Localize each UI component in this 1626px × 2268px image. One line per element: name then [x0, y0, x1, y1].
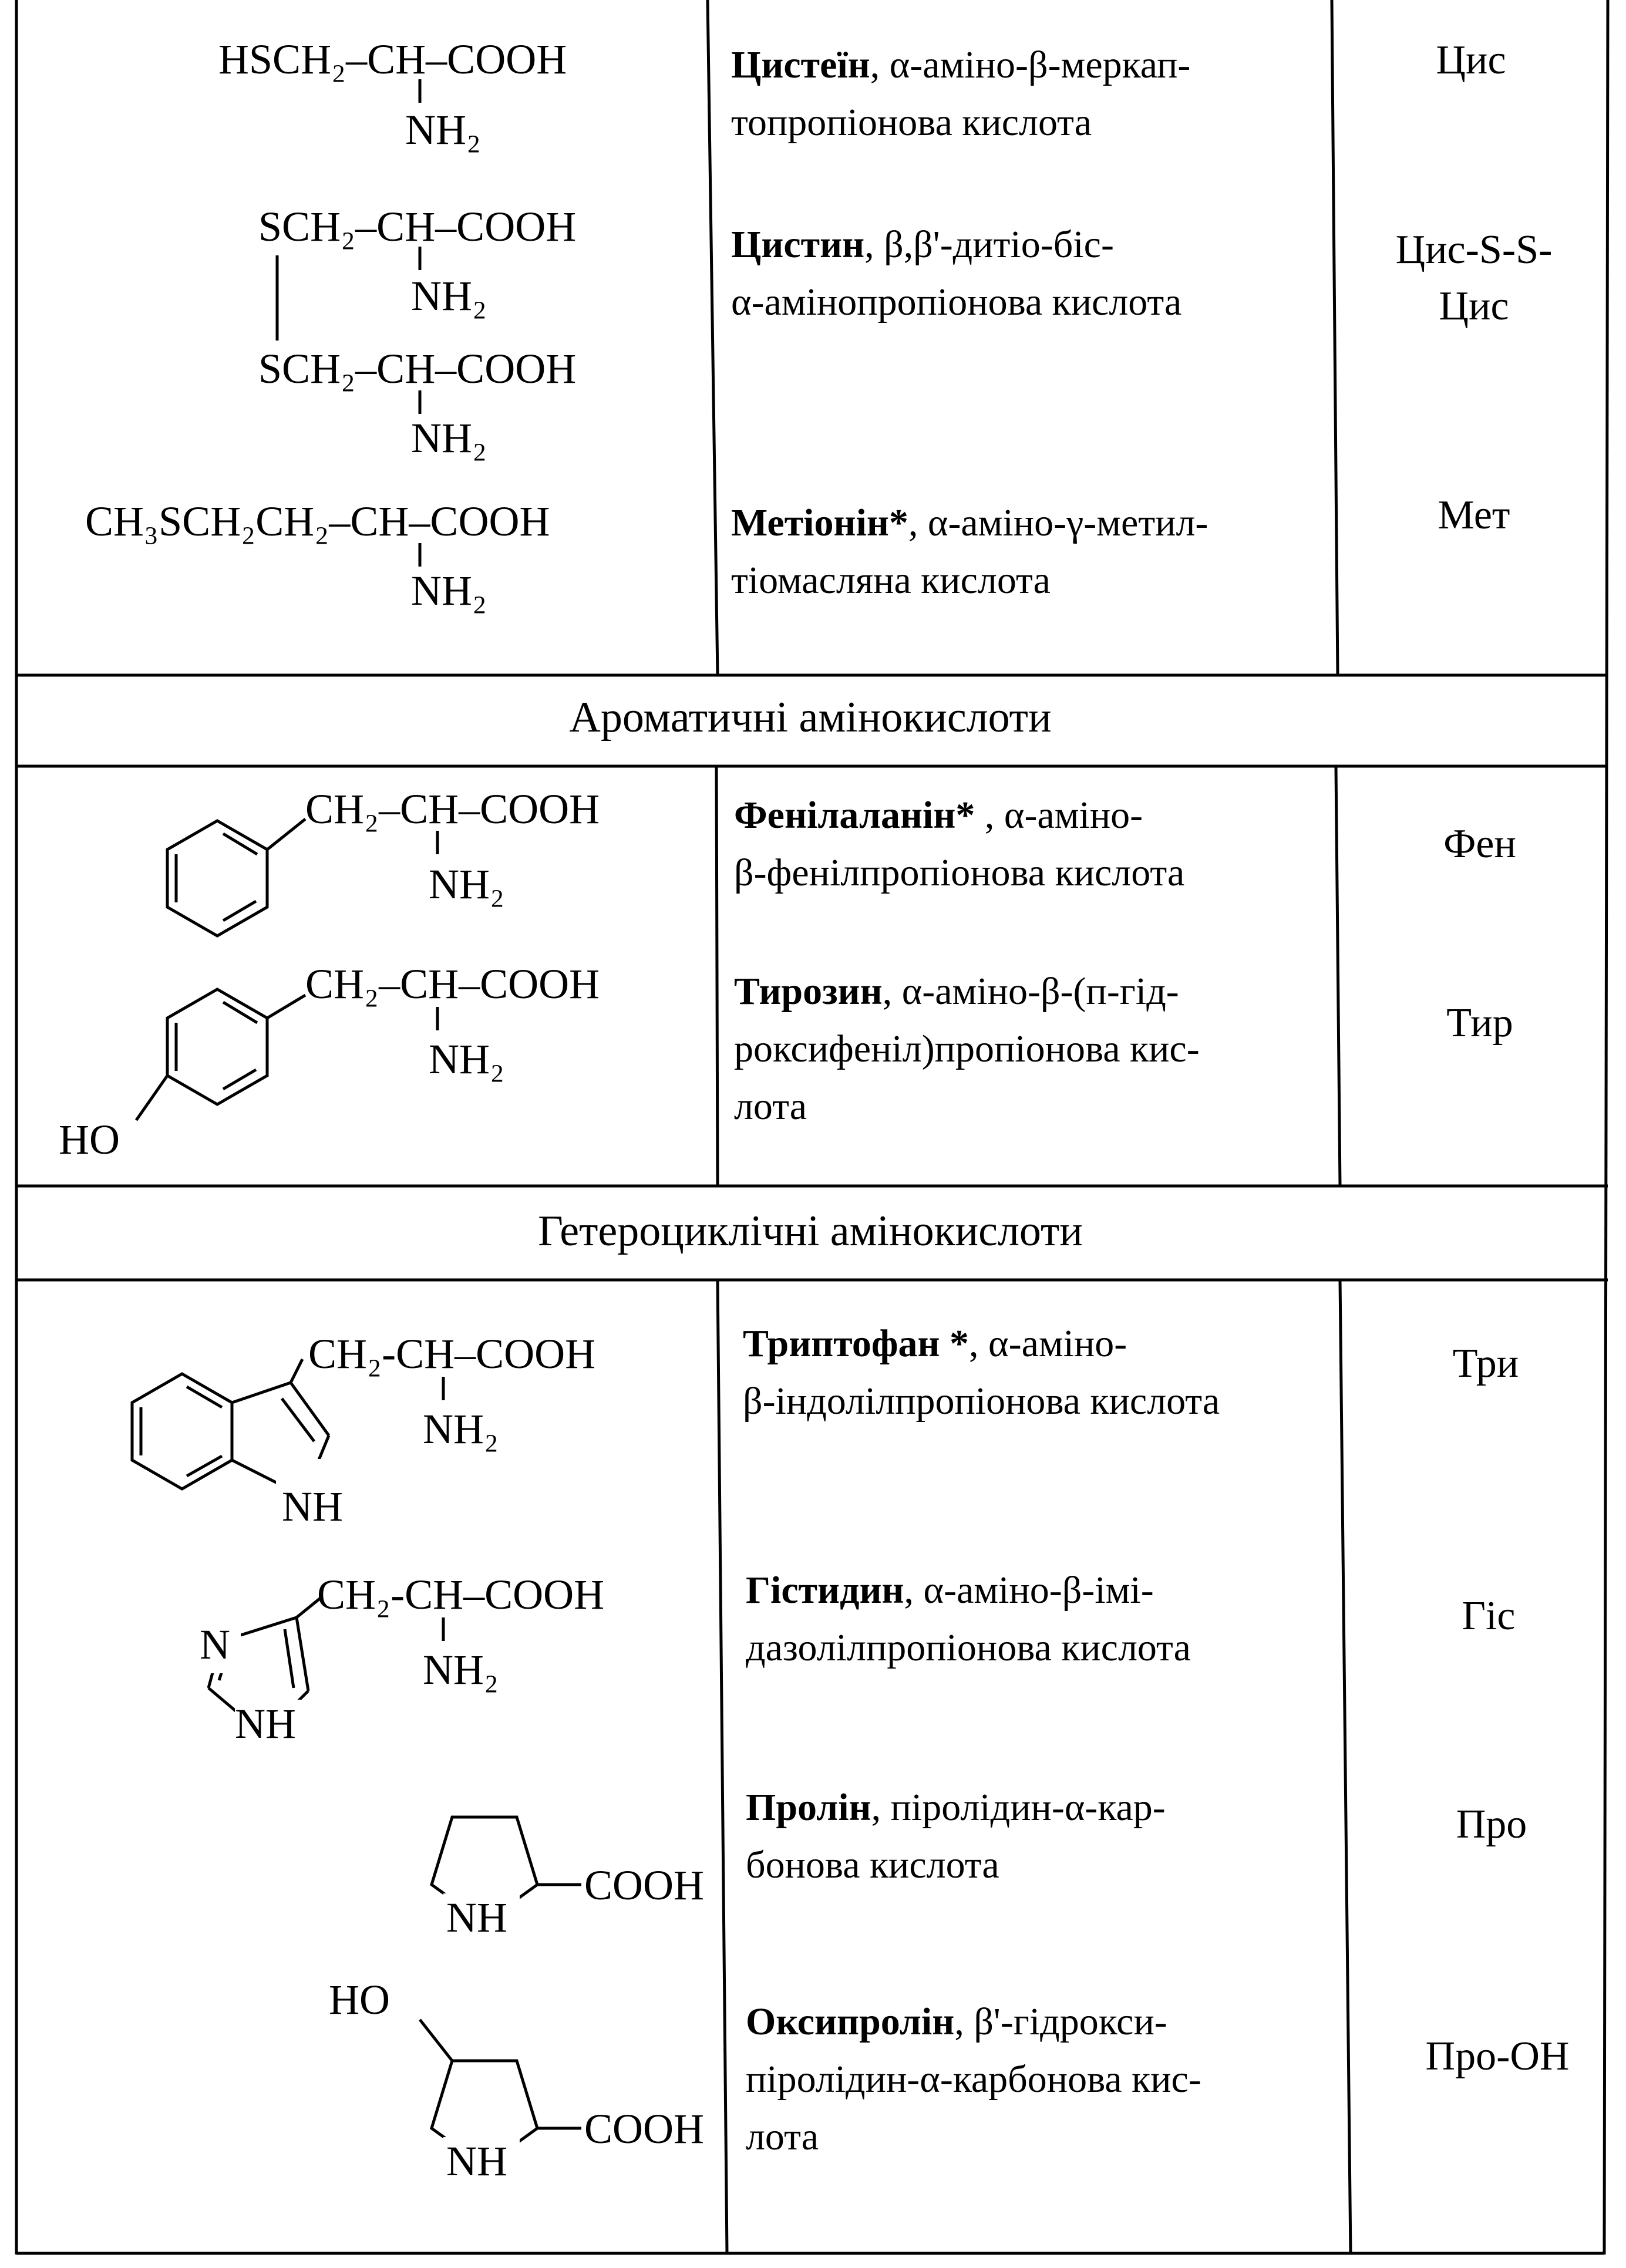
- histidine-formula-nh2: NH₂: [423, 1646, 499, 1693]
- description-histidine: Гістидин, α-аміно-β-імі- дазолілпропіонова кислота: [746, 1569, 1191, 1669]
- section-title-heterocyclic: Гетероциклічні амінокислоти: [538, 1207, 1083, 1255]
- proline-ring-nh: NH: [446, 1894, 507, 1941]
- description-tyrosine: Тирозин, α-аміно-β-(п-гід- роксифеніл)пропіонова кис- лота: [734, 970, 1200, 1128]
- methionine-formula-main: CH₃SCH₂CH₂–CH–COOH: [85, 498, 550, 545]
- histidine-formula-main: CH₂-CH–COOH: [317, 1571, 605, 1618]
- amino-acid-name: Пролін: [746, 1786, 871, 1829]
- amino-acid-name: Гістидин: [746, 1569, 904, 1612]
- proline-formula-cooh: COOH: [584, 1862, 705, 1909]
- oxyproline-formula-ho: HO: [329, 1976, 390, 2023]
- description-proline: Пролін, піролідин-α-кар- бонова кислота: [746, 1786, 1166, 1886]
- description-tryptophan: Триптофан *, α-аміно- β-індолілпропіонова кислота: [743, 1322, 1220, 1423]
- description-cysteine: Цистеїн, α-аміно-β-меркап- топропіонова кислота: [731, 43, 1191, 144]
- description-phenylalanine: Фенілаланін* , α-аміно- β-фенілпропіонова кислота: [734, 794, 1185, 894]
- amino-acid-name: Фенілаланін*: [734, 794, 975, 837]
- abbreviation-proline: Про: [1456, 1802, 1527, 1847]
- description-cystine: Цистин, β,β'-дитіо-біс- α-амінопропіонова кислота: [731, 223, 1182, 323]
- cystine-formula-nh2-bottom: NH₂: [411, 414, 487, 461]
- cysteine-formula-nh2: NH₂: [405, 106, 482, 153]
- cystine-formula-top: SCH₂–CH–COOH: [258, 203, 577, 250]
- abbreviation-methionine: Мет: [1438, 493, 1510, 538]
- abbreviation-histidine: Гіс: [1462, 1593, 1516, 1639]
- tryptophan-formula-main: CH₂-CH–COOH: [308, 1330, 596, 1377]
- amino-acid-name: Тирозин: [734, 970, 883, 1013]
- abbreviation-tryptophan: Три: [1452, 1341, 1519, 1386]
- amino-acid-name: Цистеїн: [731, 43, 870, 86]
- methionine-formula-nh2: NH₂: [411, 567, 487, 614]
- abbreviation-cysteine: Цис: [1436, 38, 1506, 83]
- abbreviation-tyrosine: Тир: [1446, 1000, 1513, 1046]
- histidine-ring-n: N: [200, 1621, 230, 1668]
- tyrosine-formula-ho: HO: [59, 1116, 120, 1163]
- phenylalanine-formula-main: CH₂–CH–COOH: [305, 786, 600, 833]
- cystine-formula-nh2-top: NH₂: [411, 272, 487, 319]
- amino-acid-name: Оксипролін: [746, 2000, 955, 2043]
- tyrosine-formula-main: CH₂–CH–COOH: [305, 961, 600, 1007]
- cysteine-formula-main: HSCH₂–CH–COOH: [218, 36, 567, 83]
- phenylalanine-formula-nh2: NH₂: [429, 861, 505, 908]
- abbreviation-cystine: Цис-S-S- Цис: [1395, 227, 1553, 329]
- amino-acid-name: Цистин: [731, 223, 865, 266]
- oxyproline-formula-cooh: COOH: [584, 2105, 705, 2152]
- section-title-aromatic: Ароматичні амінокислоти: [569, 693, 1052, 742]
- amino-acid-name: Метіонін*: [731, 501, 908, 544]
- tyrosine-formula-nh2: NH₂: [429, 1036, 505, 1083]
- abbreviation-phenylalanine: Фен: [1443, 821, 1516, 867]
- abbreviation-oxyproline: Про-ОН: [1425, 2034, 1570, 2079]
- histidine-ring-nh: NH: [235, 1700, 296, 1747]
- amino-acid-name: Триптофан *: [743, 1322, 969, 1365]
- oxyproline-ring-nh: NH: [446, 2138, 507, 2185]
- tryptophan-formula-nh2: NH₂: [423, 1406, 499, 1453]
- description-oxyproline: Оксипролін, β'-гідрокси- піролідин-α-карбонова кис- лота: [746, 2000, 1201, 2158]
- cystine-formula-bottom: SCH₂–CH–COOH: [258, 345, 577, 392]
- tryptophan-ring-nh: NH: [282, 1483, 343, 1530]
- description-methionine: Метіонін*, α-аміно-γ-метил- тіомасляна кислота: [731, 501, 1208, 602]
